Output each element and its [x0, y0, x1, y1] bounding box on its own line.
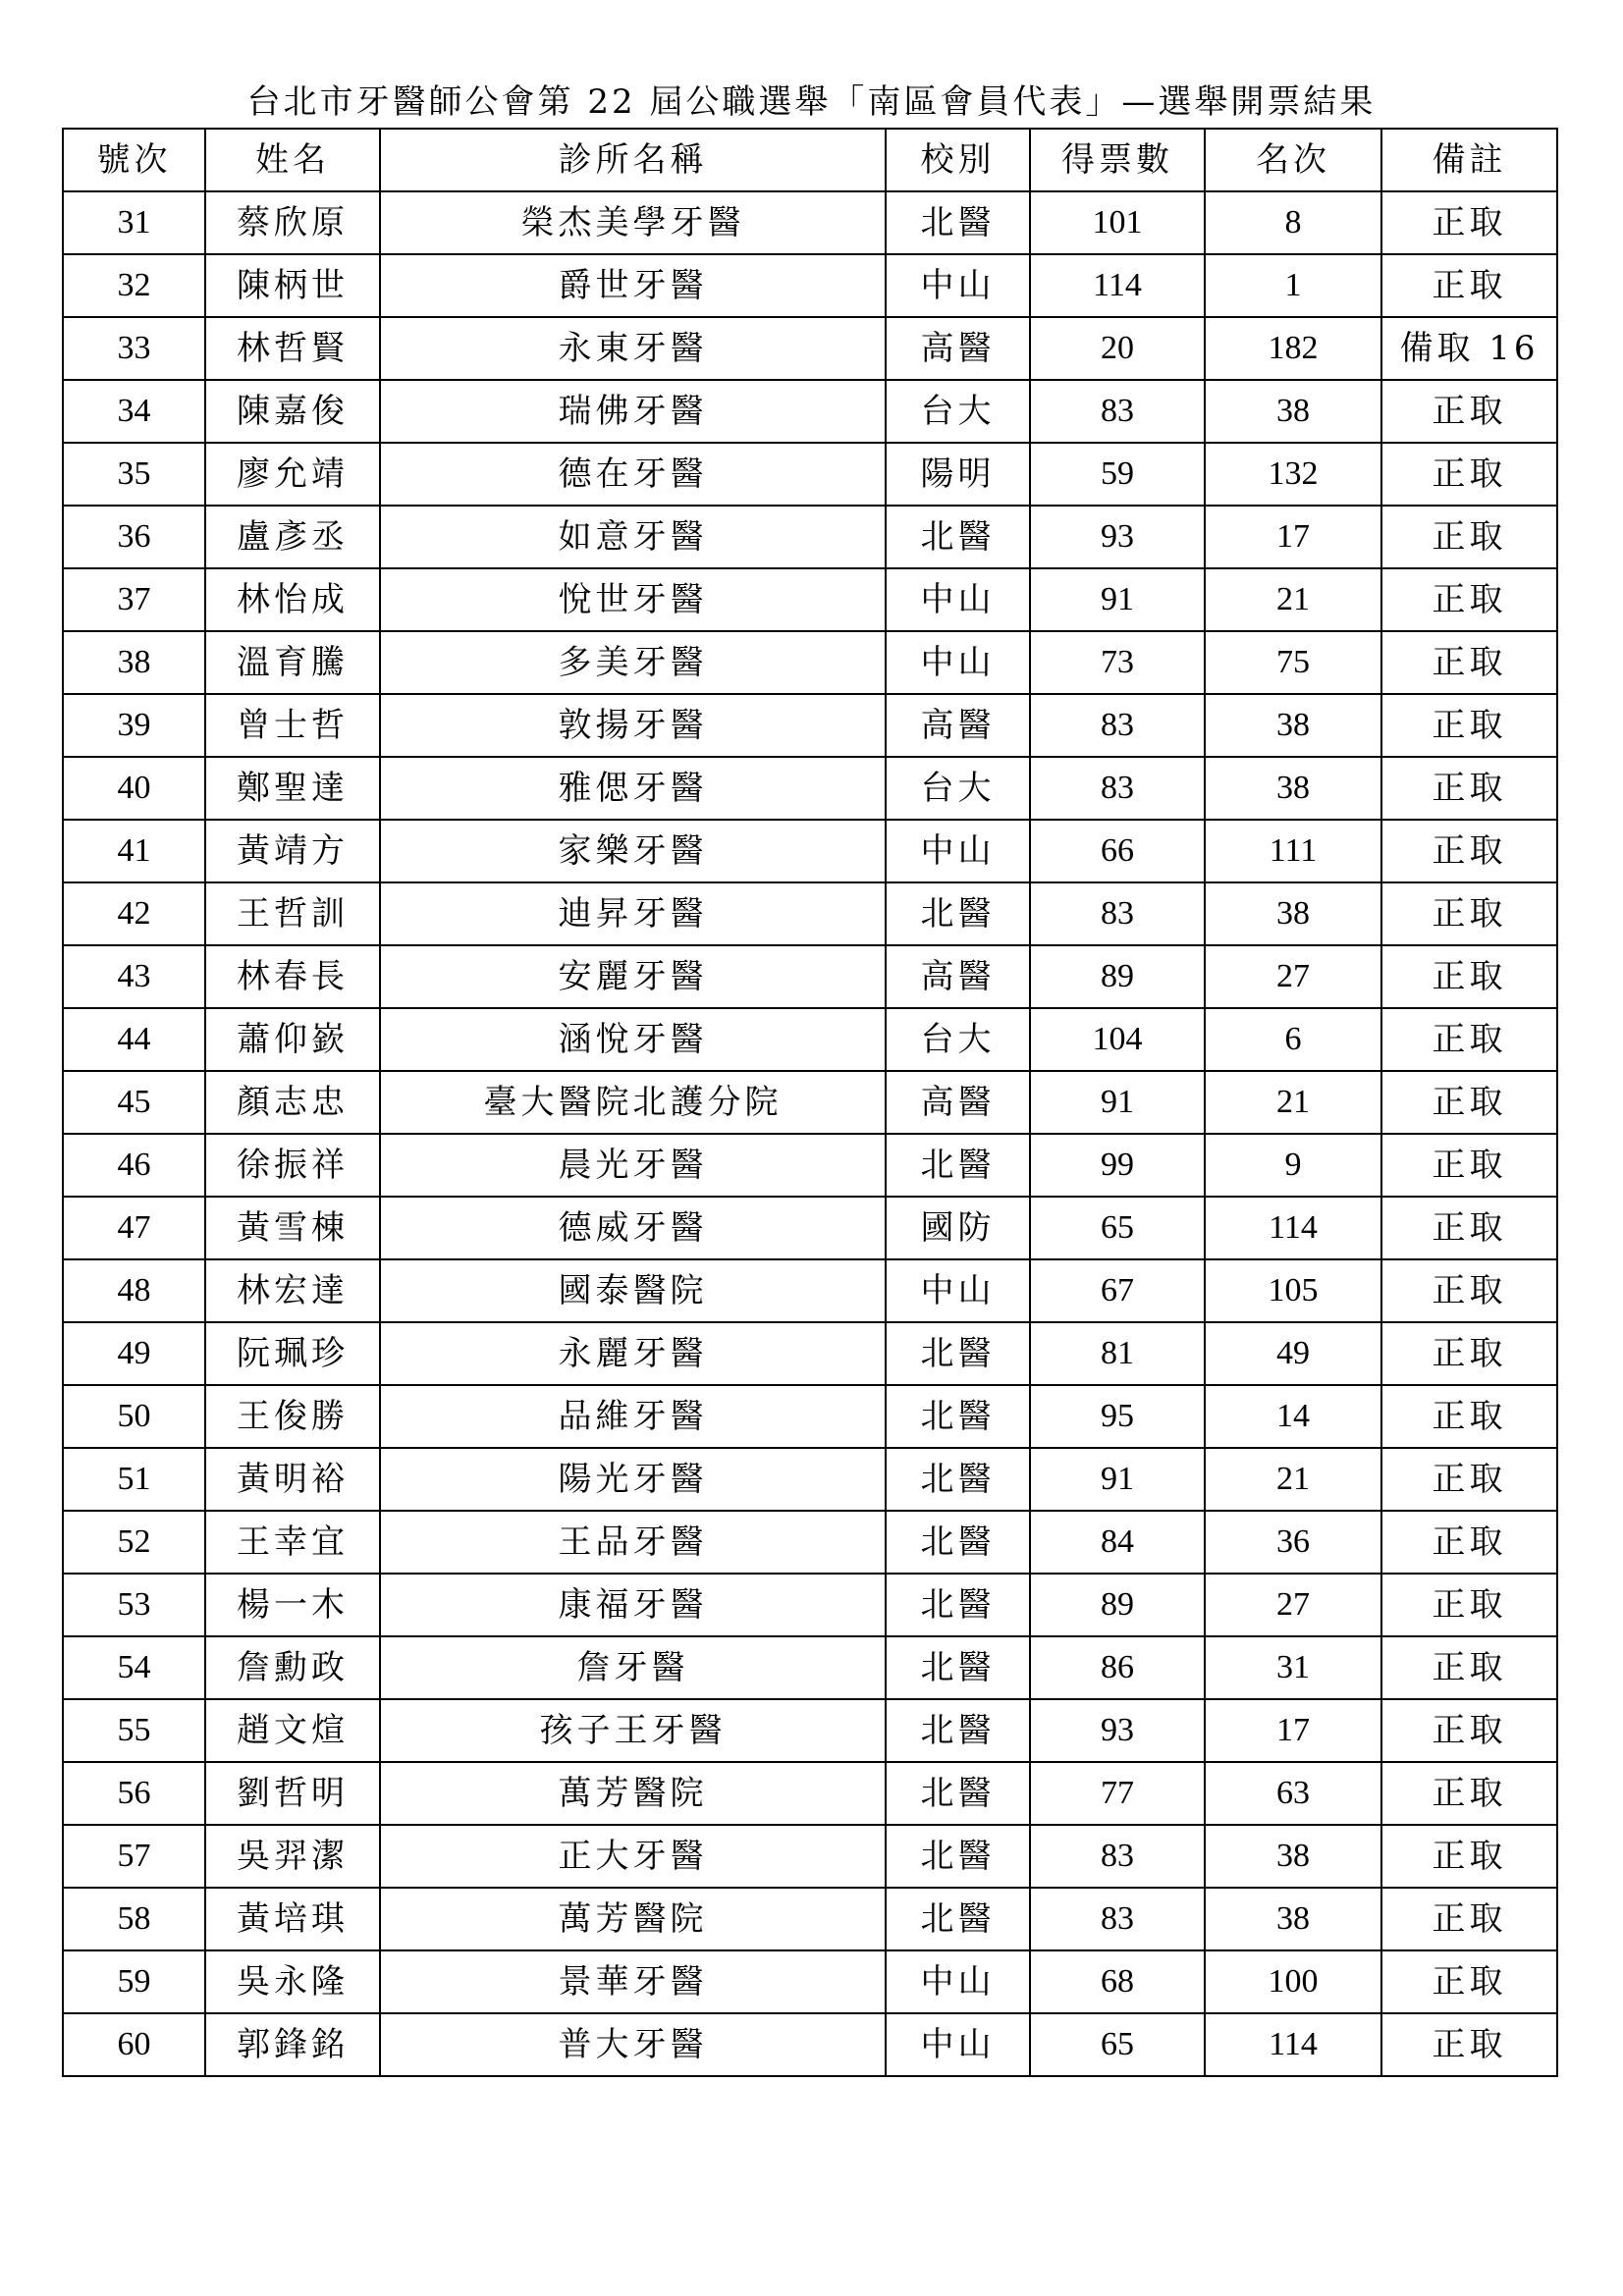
table-row [63, 1259, 1557, 1322]
table-row [63, 1448, 1557, 1511]
table-row [63, 191, 1557, 254]
cell-name: 林宏達 [205, 1259, 380, 1322]
cell-votes: 83 [1030, 694, 1205, 757]
cell-clinic: 晨光牙醫 [380, 1134, 886, 1197]
cell-clinic: 萬芳醫院 [380, 1888, 886, 1950]
cell-name: 林怡成 [205, 568, 380, 631]
cell-school: 中山 [886, 254, 1030, 317]
cell-rank: 38 [1205, 1825, 1381, 1888]
cell-number: 52 [63, 1511, 205, 1574]
cell-number: 53 [63, 1574, 205, 1636]
table-row [63, 1825, 1557, 1888]
cell-rank: 38 [1205, 757, 1381, 820]
cell-name: 吳羿潔 [205, 1825, 380, 1888]
cell-name: 陳嘉俊 [205, 380, 380, 443]
cell-name: 林春長 [205, 945, 380, 1008]
cell-name: 黃雪棟 [205, 1197, 380, 1259]
cell-remark: 正取 [1381, 757, 1557, 820]
cell-number: 49 [63, 1322, 205, 1385]
cell-rank: 114 [1205, 2013, 1381, 2076]
cell-votes: 59 [1030, 443, 1205, 506]
cell-number: 39 [63, 694, 205, 757]
cell-name: 王幸宜 [205, 1511, 380, 1574]
cell-remark: 正取 [1381, 1762, 1557, 1825]
cell-remark: 正取 [1381, 380, 1557, 443]
cell-school: 高醫 [886, 1071, 1030, 1134]
cell-number: 42 [63, 882, 205, 945]
cell-rank: 63 [1205, 1762, 1381, 1825]
cell-clinic: 永麗牙醫 [380, 1322, 886, 1385]
cell-clinic: 如意牙醫 [380, 506, 886, 568]
cell-name: 陳柄世 [205, 254, 380, 317]
cell-rank: 100 [1205, 1950, 1381, 2013]
cell-number: 44 [63, 1008, 205, 1071]
table-row [63, 1134, 1557, 1197]
table-row [63, 506, 1557, 568]
cell-clinic: 萬芳醫院 [380, 1762, 886, 1825]
cell-school: 北醫 [886, 1511, 1030, 1574]
cell-remark: 正取 [1381, 1511, 1557, 1574]
table-row [63, 631, 1557, 694]
cell-school: 北醫 [886, 1636, 1030, 1699]
cell-school: 陽明 [886, 443, 1030, 506]
cell-number: 55 [63, 1699, 205, 1762]
cell-remark: 備取 16 [1381, 317, 1557, 380]
col-header-number: 號次 [63, 129, 205, 191]
cell-school: 北醫 [886, 1448, 1030, 1511]
table-row [63, 694, 1557, 757]
table-row [63, 757, 1557, 820]
cell-school: 中山 [886, 568, 1030, 631]
table-row [63, 1385, 1557, 1448]
table-row [63, 1699, 1557, 1762]
cell-votes: 91 [1030, 568, 1205, 631]
table-row [63, 882, 1557, 945]
cell-votes: 89 [1030, 1574, 1205, 1636]
cell-votes: 114 [1030, 254, 1205, 317]
cell-number: 57 [63, 1825, 205, 1888]
table-row [63, 945, 1557, 1008]
cell-remark: 正取 [1381, 1008, 1557, 1071]
table-row [63, 1888, 1557, 1950]
cell-clinic: 臺大醫院北護分院 [380, 1071, 886, 1134]
cell-votes: 83 [1030, 1888, 1205, 1950]
cell-name: 徐振祥 [205, 1134, 380, 1197]
cell-clinic: 德威牙醫 [380, 1197, 886, 1259]
cell-votes: 83 [1030, 757, 1205, 820]
cell-rank: 27 [1205, 945, 1381, 1008]
cell-votes: 65 [1030, 1197, 1205, 1259]
cell-remark: 正取 [1381, 1574, 1557, 1636]
cell-remark: 正取 [1381, 443, 1557, 506]
cell-rank: 36 [1205, 1511, 1381, 1574]
cell-remark: 正取 [1381, 2013, 1557, 2076]
cell-school: 北醫 [886, 1322, 1030, 1385]
cell-number: 34 [63, 380, 205, 443]
cell-clinic: 王品牙醫 [380, 1511, 886, 1574]
cell-rank: 38 [1205, 882, 1381, 945]
cell-clinic: 瑞佛牙醫 [380, 380, 886, 443]
cell-name: 黃明裕 [205, 1448, 380, 1511]
cell-name: 劉哲明 [205, 1762, 380, 1825]
cell-remark: 正取 [1381, 1636, 1557, 1699]
cell-clinic: 敦揚牙醫 [380, 694, 886, 757]
cell-clinic: 家樂牙醫 [380, 820, 886, 882]
table-row [63, 1071, 1557, 1134]
cell-rank: 75 [1205, 631, 1381, 694]
cell-number: 38 [63, 631, 205, 694]
table-row [63, 1762, 1557, 1825]
cell-rank: 14 [1205, 1385, 1381, 1448]
cell-votes: 77 [1030, 1762, 1205, 1825]
cell-school: 台大 [886, 1008, 1030, 1071]
cell-name: 郭鋒銘 [205, 2013, 380, 2076]
cell-name: 林哲賢 [205, 317, 380, 380]
cell-rank: 49 [1205, 1322, 1381, 1385]
cell-name: 曾士哲 [205, 694, 380, 757]
table-row [63, 2013, 1557, 2076]
cell-remark: 正取 [1381, 191, 1557, 254]
cell-remark: 正取 [1381, 1134, 1557, 1197]
col-header-rank: 名次 [1205, 129, 1381, 191]
table-row [63, 380, 1557, 443]
cell-clinic: 正大牙醫 [380, 1825, 886, 1888]
cell-clinic: 永東牙醫 [380, 317, 886, 380]
cell-clinic: 榮杰美學牙醫 [380, 191, 886, 254]
cell-school: 高醫 [886, 945, 1030, 1008]
cell-votes: 81 [1030, 1322, 1205, 1385]
cell-votes: 93 [1030, 1699, 1205, 1762]
cell-rank: 27 [1205, 1574, 1381, 1636]
cell-school: 高醫 [886, 694, 1030, 757]
cell-school: 中山 [886, 631, 1030, 694]
cell-votes: 67 [1030, 1259, 1205, 1322]
table-row [63, 820, 1557, 882]
cell-clinic: 安麗牙醫 [380, 945, 886, 1008]
cell-remark: 正取 [1381, 1259, 1557, 1322]
cell-clinic: 品維牙醫 [380, 1385, 886, 1448]
cell-rank: 111 [1205, 820, 1381, 882]
cell-votes: 101 [1030, 191, 1205, 254]
cell-votes: 66 [1030, 820, 1205, 882]
cell-clinic: 爵世牙醫 [380, 254, 886, 317]
table-row [63, 1950, 1557, 2013]
cell-clinic: 普大牙醫 [380, 2013, 886, 2076]
cell-votes: 95 [1030, 1385, 1205, 1448]
cell-votes: 68 [1030, 1950, 1205, 2013]
cell-clinic: 多美牙醫 [380, 631, 886, 694]
cell-votes: 89 [1030, 945, 1205, 1008]
cell-name: 盧彥丞 [205, 506, 380, 568]
cell-remark: 正取 [1381, 1699, 1557, 1762]
cell-number: 33 [63, 317, 205, 380]
cell-school: 中山 [886, 1950, 1030, 2013]
cell-number: 59 [63, 1950, 205, 2013]
table-row [63, 1197, 1557, 1259]
cell-school: 北醫 [886, 1762, 1030, 1825]
cell-number: 46 [63, 1134, 205, 1197]
cell-clinic: 孩子王牙醫 [380, 1699, 886, 1762]
cell-rank: 21 [1205, 1448, 1381, 1511]
cell-number: 60 [63, 2013, 205, 2076]
cell-clinic: 悅世牙醫 [380, 568, 886, 631]
cell-remark: 正取 [1381, 1825, 1557, 1888]
cell-number: 31 [63, 191, 205, 254]
table-row [63, 254, 1557, 317]
cell-school: 台大 [886, 380, 1030, 443]
cell-number: 37 [63, 568, 205, 631]
cell-votes: 83 [1030, 1825, 1205, 1888]
cell-number: 36 [63, 506, 205, 568]
cell-number: 48 [63, 1259, 205, 1322]
cell-clinic: 康福牙醫 [380, 1574, 886, 1636]
table-row [63, 317, 1557, 380]
cell-school: 北醫 [886, 191, 1030, 254]
cell-number: 56 [63, 1762, 205, 1825]
cell-remark: 正取 [1381, 506, 1557, 568]
cell-name: 蔡欣原 [205, 191, 380, 254]
table-row [63, 1511, 1557, 1574]
cell-school: 高醫 [886, 317, 1030, 380]
cell-name: 黃培琪 [205, 1888, 380, 1950]
cell-rank: 105 [1205, 1259, 1381, 1322]
cell-remark: 正取 [1381, 945, 1557, 1008]
cell-clinic: 詹牙醫 [380, 1636, 886, 1699]
cell-rank: 132 [1205, 443, 1381, 506]
cell-votes: 84 [1030, 1511, 1205, 1574]
cell-remark: 正取 [1381, 631, 1557, 694]
cell-rank: 17 [1205, 1699, 1381, 1762]
cell-name: 溫育騰 [205, 631, 380, 694]
cell-remark: 正取 [1381, 254, 1557, 317]
results-body [63, 191, 1557, 2076]
cell-number: 58 [63, 1888, 205, 1950]
cell-rank: 182 [1205, 317, 1381, 380]
cell-number: 47 [63, 1197, 205, 1259]
cell-clinic: 陽光牙醫 [380, 1448, 886, 1511]
cell-name: 黃靖方 [205, 820, 380, 882]
cell-remark: 正取 [1381, 882, 1557, 945]
cell-votes: 65 [1030, 2013, 1205, 2076]
cell-clinic: 雅偲牙醫 [380, 757, 886, 820]
cell-school: 北醫 [886, 1888, 1030, 1950]
cell-rank: 114 [1205, 1197, 1381, 1259]
cell-name: 王哲訓 [205, 882, 380, 945]
cell-school: 北醫 [886, 882, 1030, 945]
cell-votes: 83 [1030, 380, 1205, 443]
col-header-school: 校別 [886, 129, 1030, 191]
cell-clinic: 德在牙醫 [380, 443, 886, 506]
cell-school: 北醫 [886, 1385, 1030, 1448]
cell-rank: 8 [1205, 191, 1381, 254]
cell-remark: 正取 [1381, 1888, 1557, 1950]
document-title: 台北市牙醫師公會第 22 屆公職選舉「南區會員代表」—選舉開票結果 [246, 82, 1377, 122]
cell-number: 50 [63, 1385, 205, 1448]
cell-name: 楊一木 [205, 1574, 380, 1636]
cell-name: 鄭聖達 [205, 757, 380, 820]
cell-rank: 38 [1205, 380, 1381, 443]
cell-remark: 正取 [1381, 1322, 1557, 1385]
cell-school: 國防 [886, 1197, 1030, 1259]
cell-school: 北醫 [886, 1134, 1030, 1197]
cell-school: 北醫 [886, 1699, 1030, 1762]
table-row [63, 1322, 1557, 1385]
cell-rank: 21 [1205, 568, 1381, 631]
cell-school: 中山 [886, 1259, 1030, 1322]
col-header-votes: 得票數 [1030, 129, 1205, 191]
cell-votes: 91 [1030, 1071, 1205, 1134]
cell-name: 王俊勝 [205, 1385, 380, 1448]
cell-remark: 正取 [1381, 1385, 1557, 1448]
cell-school: 北醫 [886, 1825, 1030, 1888]
col-header-name: 姓名 [205, 129, 380, 191]
cell-votes: 86 [1030, 1636, 1205, 1699]
cell-votes: 83 [1030, 882, 1205, 945]
cell-rank: 38 [1205, 1888, 1381, 1950]
cell-number: 41 [63, 820, 205, 882]
cell-clinic: 景華牙醫 [380, 1950, 886, 2013]
cell-remark: 正取 [1381, 568, 1557, 631]
cell-number: 35 [63, 443, 205, 506]
cell-remark: 正取 [1381, 1950, 1557, 2013]
table-row [63, 1636, 1557, 1699]
cell-name: 阮珮珍 [205, 1322, 380, 1385]
cell-number: 40 [63, 757, 205, 820]
cell-name: 廖允靖 [205, 443, 380, 506]
header-row [63, 129, 1557, 191]
col-header-remark: 備註 [1381, 129, 1557, 191]
col-header-clinic: 診所名稱 [380, 129, 886, 191]
table-row [63, 443, 1557, 506]
cell-remark: 正取 [1381, 820, 1557, 882]
cell-school: 北醫 [886, 506, 1030, 568]
cell-school: 台大 [886, 757, 1030, 820]
cell-number: 43 [63, 945, 205, 1008]
cell-rank: 1 [1205, 254, 1381, 317]
cell-remark: 正取 [1381, 1448, 1557, 1511]
cell-number: 32 [63, 254, 205, 317]
table-row [63, 1574, 1557, 1636]
cell-name: 吳永隆 [205, 1950, 380, 2013]
cell-rank: 6 [1205, 1008, 1381, 1071]
cell-name: 顏志忠 [205, 1071, 380, 1134]
cell-clinic: 國泰醫院 [380, 1259, 886, 1322]
cell-number: 51 [63, 1448, 205, 1511]
cell-school: 中山 [886, 2013, 1030, 2076]
cell-clinic: 迪昇牙醫 [380, 882, 886, 945]
cell-remark: 正取 [1381, 1071, 1557, 1134]
cell-rank: 21 [1205, 1071, 1381, 1134]
cell-name: 蕭仰嶔 [205, 1008, 380, 1071]
cell-votes: 104 [1030, 1008, 1205, 1071]
cell-number: 45 [63, 1071, 205, 1134]
cell-name: 詹勳政 [205, 1636, 380, 1699]
cell-school: 中山 [886, 820, 1030, 882]
election-results-table [62, 128, 1558, 2077]
cell-rank: 17 [1205, 506, 1381, 568]
cell-number: 54 [63, 1636, 205, 1699]
cell-remark: 正取 [1381, 1197, 1557, 1259]
cell-name: 趙文煊 [205, 1699, 380, 1762]
cell-rank: 31 [1205, 1636, 1381, 1699]
table-row [63, 1008, 1557, 1071]
cell-votes: 73 [1030, 631, 1205, 694]
cell-votes: 99 [1030, 1134, 1205, 1197]
cell-school: 北醫 [886, 1574, 1030, 1636]
table-row [63, 568, 1557, 631]
cell-votes: 20 [1030, 317, 1205, 380]
cell-rank: 38 [1205, 694, 1381, 757]
cell-remark: 正取 [1381, 694, 1557, 757]
cell-clinic: 涵悅牙醫 [380, 1008, 886, 1071]
cell-rank: 9 [1205, 1134, 1381, 1197]
cell-votes: 93 [1030, 506, 1205, 568]
cell-votes: 91 [1030, 1448, 1205, 1511]
